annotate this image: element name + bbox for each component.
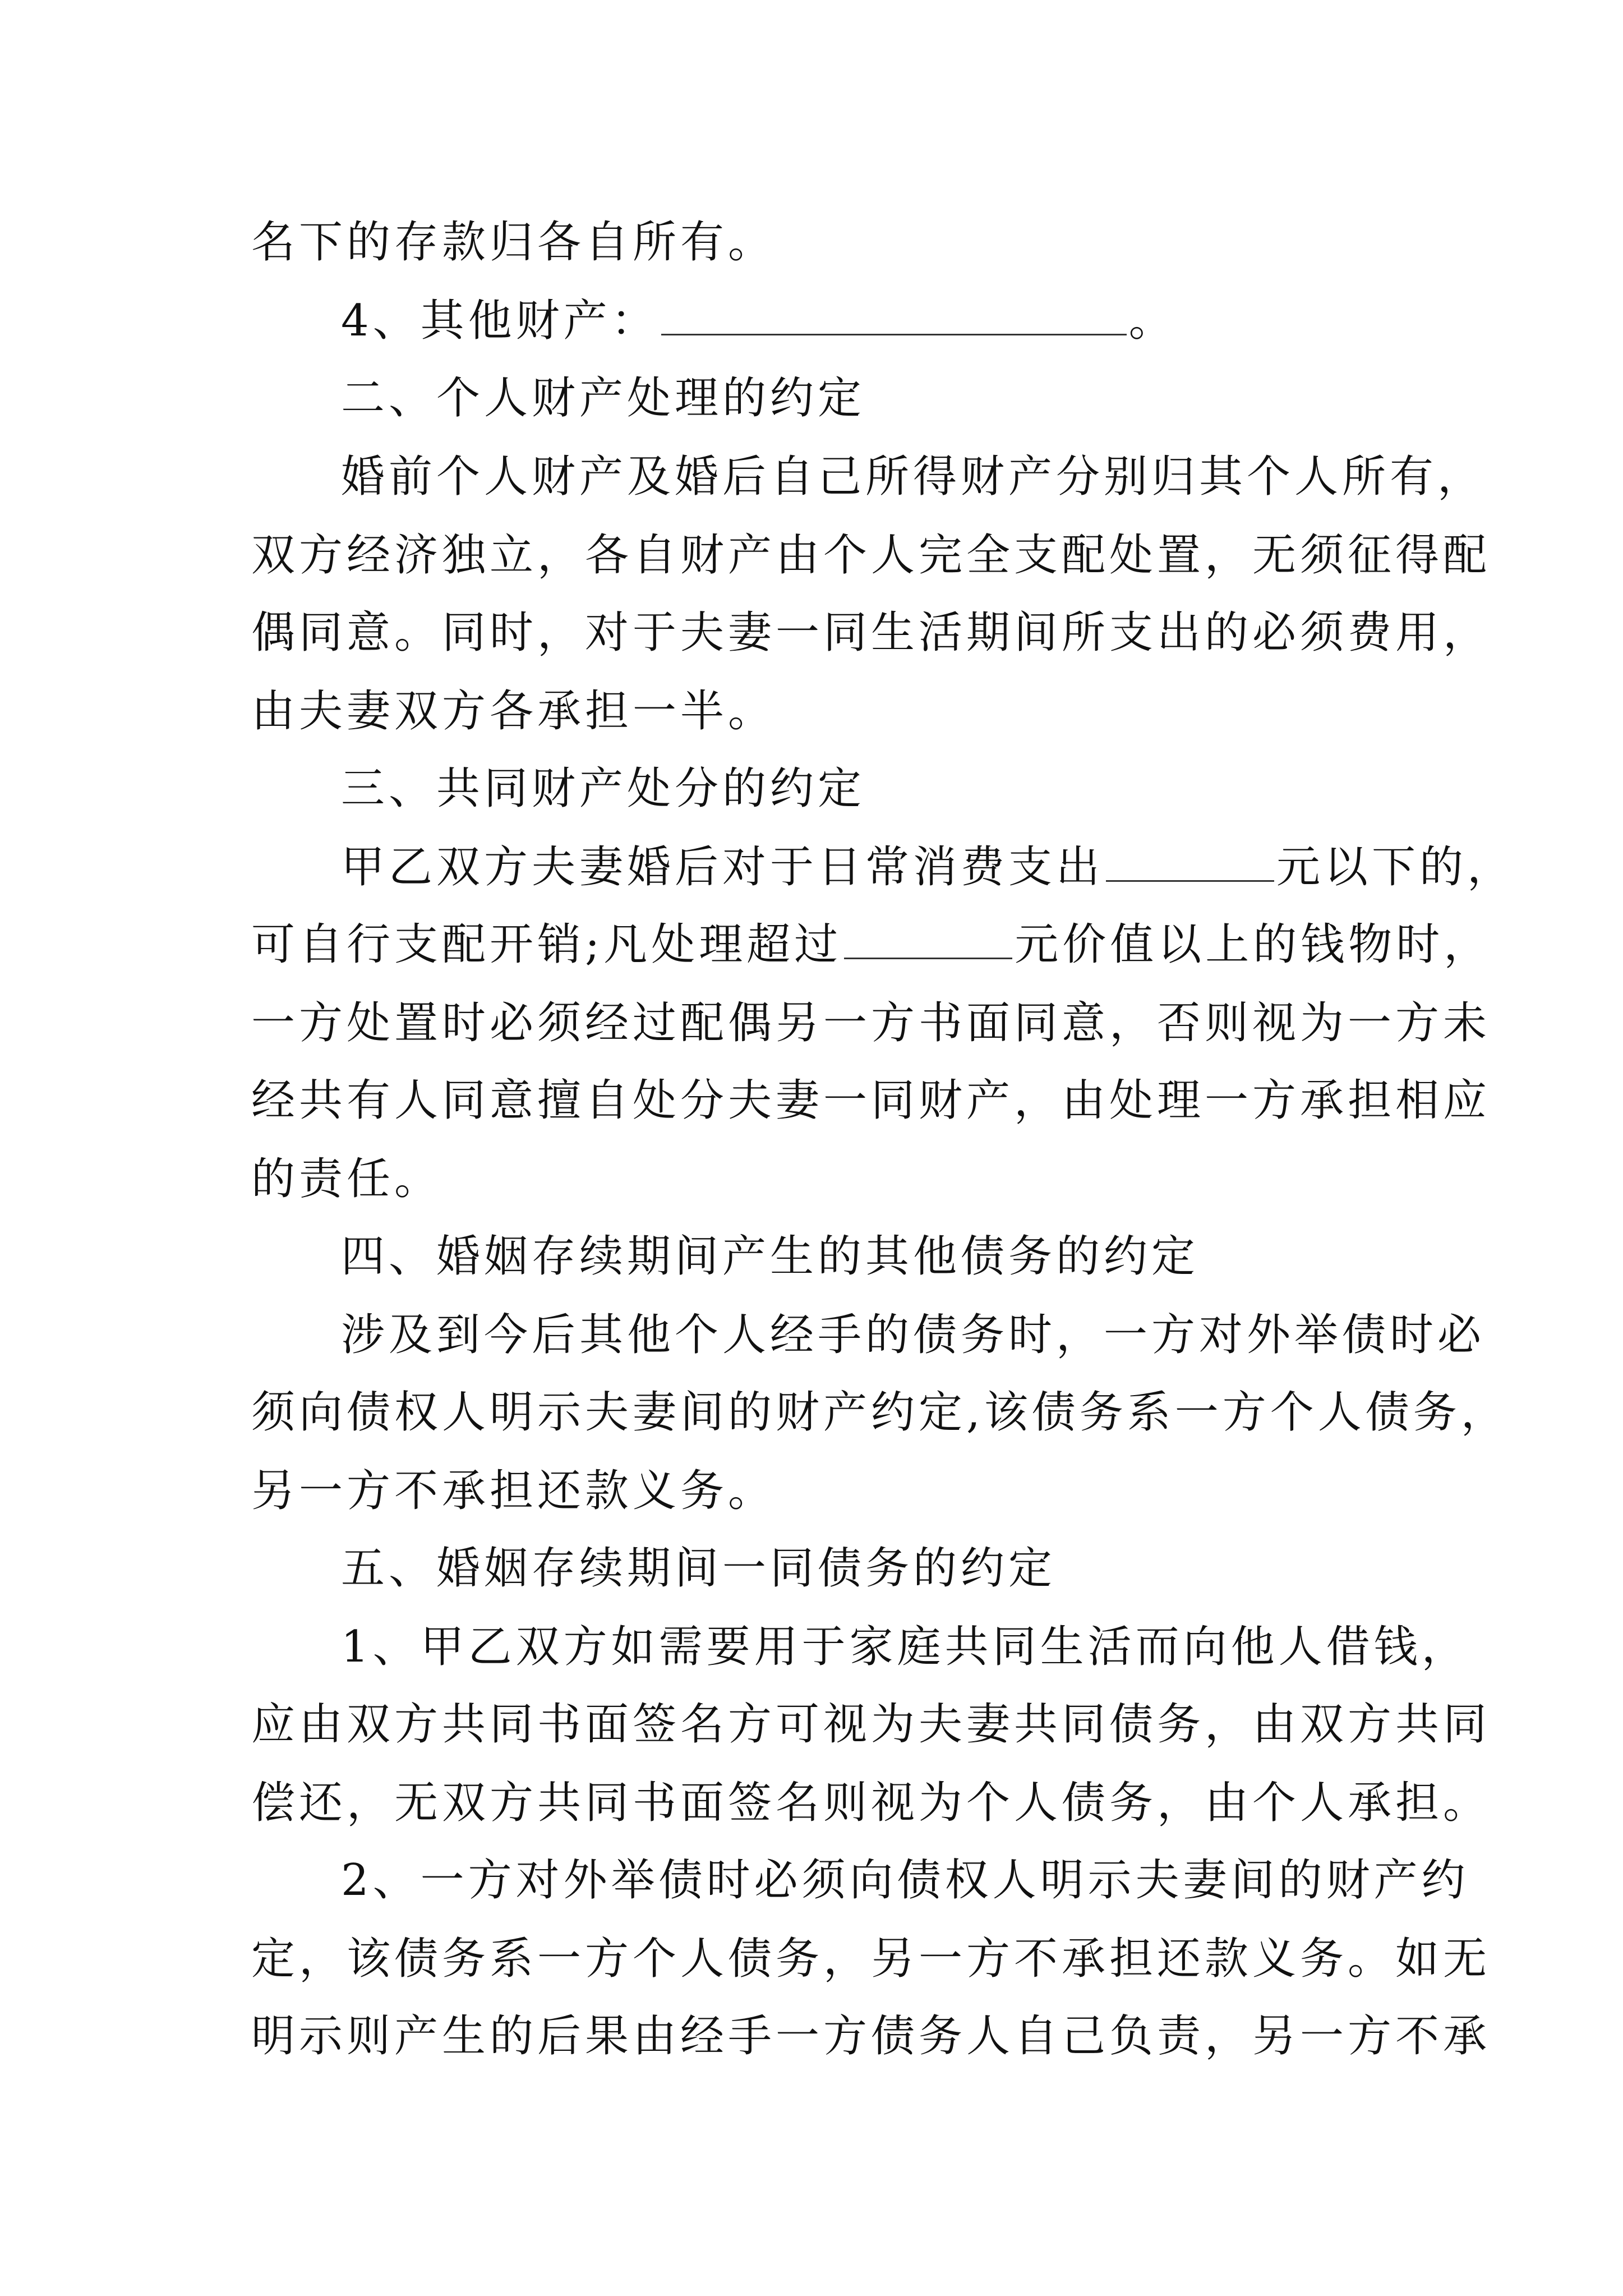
threshold-line	[251, 917, 1491, 973]
line-text: 。	[1128, 296, 1177, 346]
line-text: 元以下的，	[1276, 842, 1515, 892]
consumption-line	[341, 839, 1515, 895]
line-text: 元价值以上的钱物时，	[1015, 919, 1492, 970]
text-line	[251, 527, 1491, 583]
line-text: 另一方不承担还款义务。	[251, 1466, 776, 1516]
text-line	[251, 1073, 1491, 1129]
text-line	[251, 2008, 1491, 2064]
text-line	[251, 1931, 1491, 1987]
section-heading	[341, 370, 865, 426]
line-text: 可自行支配开销;凡处理超过	[251, 919, 842, 970]
line-text: 定，该债务系一方个人债务，另一方不承担还款义务。如无	[251, 1934, 1491, 1984]
fill-in-blank[interactable]	[1106, 845, 1274, 882]
heading-text: 四、婚姻存续期间产生的其他债务的约定	[341, 1231, 1200, 1282]
line-text: 2、一方对外举债时必须向债权人明示夫妻间的财产约	[341, 1855, 1469, 1906]
text-line	[341, 449, 1485, 505]
line-text: 应由双方共同书面签名方可视为夫妻共同债务，由双方共同	[251, 1699, 1491, 1750]
text-line	[341, 1619, 1469, 1675]
text-line	[251, 1463, 776, 1519]
text-line	[251, 605, 1491, 661]
line-text: 偿还，无双方共同书面签名则视为个人债务，由个人承担。	[251, 1778, 1491, 1828]
line-text: 婚前个人财产及婚后自己所得财产分别归其个人所有，	[341, 452, 1486, 502]
line-text: 须向债权人明示夫妻间的财产约定,该债务系一方个人债务，	[251, 1387, 1509, 1438]
line-text: 1、甲乙双方如需要用于家庭共同生活而向他人借钱，	[341, 1622, 1469, 1672]
section-heading	[341, 1228, 1199, 1285]
section-heading	[341, 1540, 1056, 1596]
line-text: 双方经济独立，各自财产由个人完全支配处置，无须征得配	[251, 530, 1491, 581]
heading-text: 三、共同财产处分的约定	[341, 763, 866, 814]
fill-in-blank[interactable]	[844, 923, 1012, 959]
fill-in-blank[interactable]	[661, 299, 1127, 335]
line-text: 明示则产生的后果由经手一方债务人自己负责，另一方不承	[251, 2011, 1491, 2062]
line-text: 经共有人同意擅自处分夫妻一同财产，由处理一方承担相应	[251, 1075, 1491, 1126]
line-text: 由夫妻双方各承担一半。	[251, 686, 776, 737]
text-line	[341, 1307, 1485, 1363]
other-property-line	[341, 293, 1177, 349]
text-line	[251, 214, 776, 270]
line-text: 甲乙双方夫妻婚后对于日常消费支出	[341, 842, 1104, 892]
text-line	[251, 683, 776, 739]
text-line	[251, 1151, 442, 1207]
section-heading	[341, 761, 865, 817]
heading-text: 二、个人财产处理的约定	[341, 373, 866, 424]
text-line	[341, 1852, 1469, 1908]
text-line	[251, 995, 1491, 1051]
line-text: 4、其他财产：	[341, 296, 659, 346]
text-line	[251, 1775, 1491, 1831]
heading-text: 五、婚姻存续期间一同债务的约定	[341, 1543, 1057, 1594]
text-line	[251, 1384, 1509, 1441]
line-text: 涉及到今后其他个人经手的债务时，一方对外举债时必	[341, 1310, 1486, 1360]
line-text: 的责任。	[251, 1154, 442, 1204]
line-text: 偶同意。同时，对于夫妻一同生活期间所支出的必须费用，	[251, 608, 1491, 658]
line-text: 一方处置时必须经过配偶另一方书面同意，否则视为一方未	[251, 998, 1491, 1048]
line-text: 名下的存款归各自所有。	[251, 217, 776, 268]
text-line	[251, 1696, 1491, 1752]
